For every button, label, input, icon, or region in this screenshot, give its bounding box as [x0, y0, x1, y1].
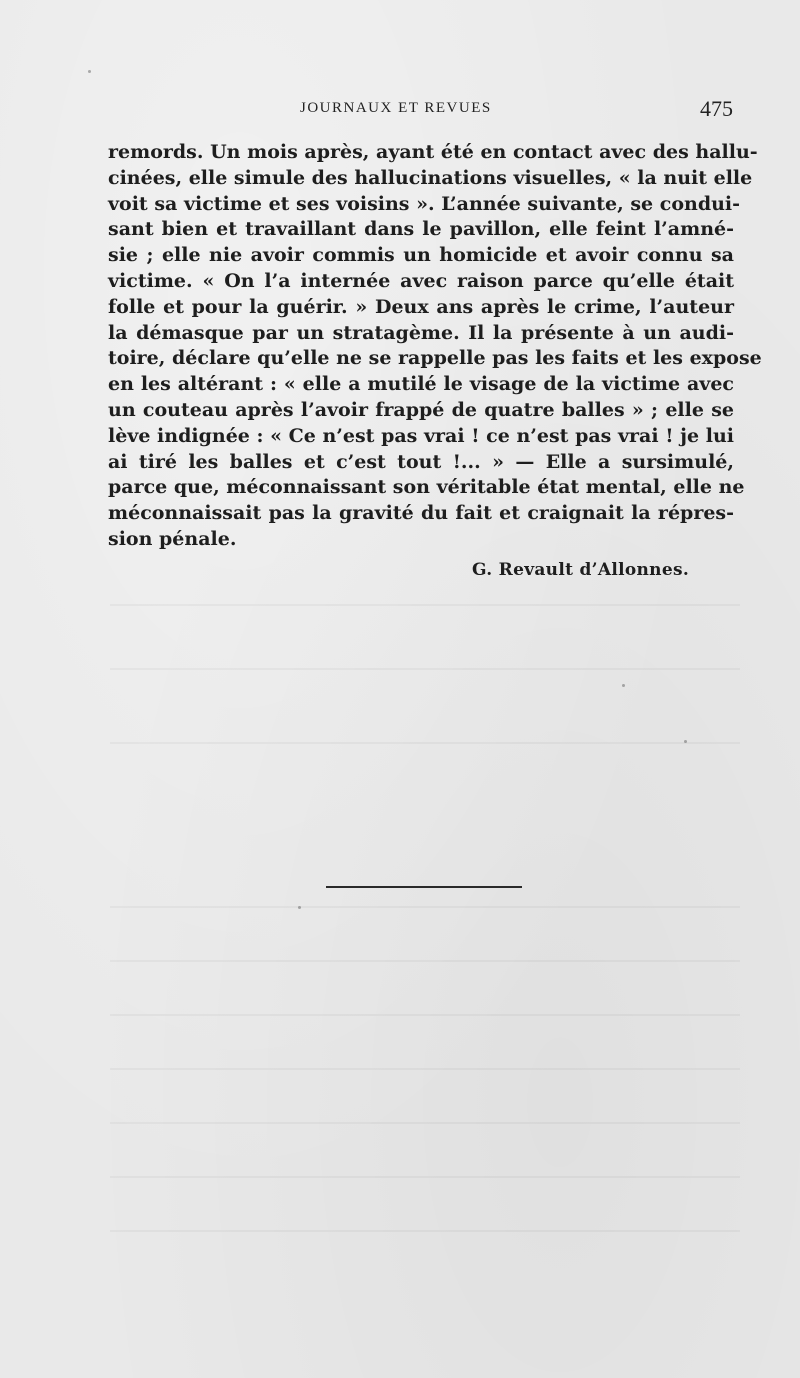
text-line: voit sa victime et ses voisins ». L’année suivante, se condui- — [108, 192, 741, 215]
paper-speck — [622, 684, 625, 687]
author-signature: G. Revault d’Allonnes. — [472, 560, 690, 580]
bleed-through-line — [110, 1230, 740, 1232]
paper-speck — [88, 70, 91, 73]
text-line: parce que, méconnaissant son véritable état mental, elle ne — [108, 476, 745, 499]
text-line: sie ; elle nie avoir commis un homicide et avoir connu sa — [108, 244, 734, 267]
text-line: lève indignée : « Ce n’est pas vrai ! ce n’est pas vrai ! je lui — [108, 424, 734, 447]
text-line: folle et pour la guérir. » Deux ans après le crime, l’auteur — [108, 295, 734, 318]
bleed-through-line — [110, 960, 740, 962]
bleed-through-line — [110, 1068, 740, 1070]
section-divider — [326, 886, 522, 888]
text-line: en les altérant : « elle a mutilé le visage de la victime avec — [108, 373, 734, 396]
text-line: un couteau après l’avoir frappé de quatre balles » ; elle se — [108, 398, 734, 421]
bleed-through-line — [110, 1014, 740, 1016]
text-line: sant bien et travaillant dans le pavillon, elle feint l’amné- — [108, 218, 734, 241]
paper-speck — [684, 740, 687, 743]
text-line: remords. Un mois après, ayant été en contact avec des hallu- — [108, 141, 758, 163]
text-line: cinées, elle simule des hallucinations visuelles, « la nuit elle — [108, 166, 753, 189]
bleed-through-line — [110, 906, 740, 908]
body-paragraph — [108, 140, 762, 553]
bleed-through-line — [110, 742, 740, 744]
text-line: victime. « On l’a internée avec raison parce qu’elle était — [108, 269, 734, 292]
paper-speck — [298, 906, 301, 909]
running-title: JOURNAUX ET REVUES — [300, 100, 492, 116]
bleed-through-line — [110, 1176, 740, 1178]
bleed-through-line — [110, 1122, 740, 1124]
page-number: 475 — [700, 96, 733, 121]
text-line: méconnaissait pas la gravité du fait et craignait la répres- — [108, 502, 734, 525]
text-line: ai tiré les balles et c’est tout !... » — Elle a sursimulé, — [108, 450, 734, 473]
bleed-through-line — [110, 668, 740, 670]
text-line: toire, déclare qu’elle ne se rappelle pas les faits et les expose — [108, 347, 762, 370]
bleed-through-line — [110, 604, 740, 606]
text-line: sion pénale. — [108, 527, 237, 550]
text-line: la démasque par un stratagème. Il la présente à un audi- — [108, 321, 734, 344]
